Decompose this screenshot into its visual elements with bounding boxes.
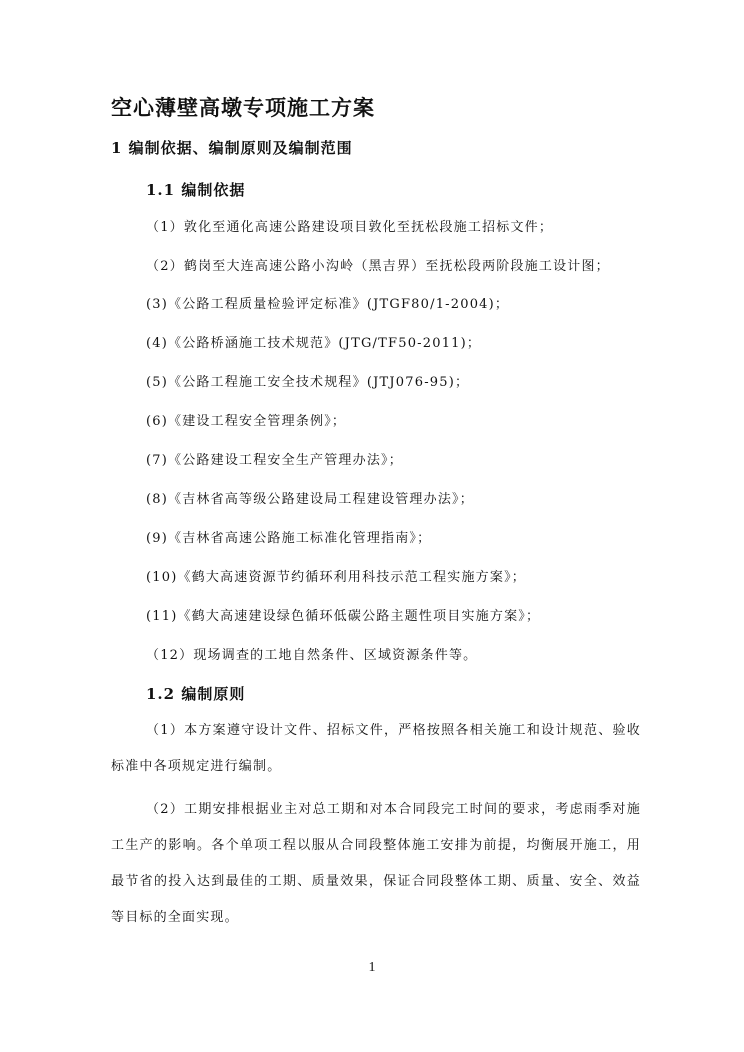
basis-item-3: (3)《公路工程质量检验评定标准》(JTGF80/1-2004)； [146,297,510,312]
basis-item-10: (10)《鹤大高速资源节约循环利用科技示范工程实施方案》； [146,570,526,585]
basis-item-9: (9)《吉林省高速公路施工标准化管理指南》； [146,531,432,546]
basis-item-1: （1）敦化至通化高速公路建设项目敦化至抚松段施工招标文件； [146,220,554,235]
document-title: 空心薄壁高墩专项施工方案 [111,95,375,120]
basis-item-12: （12）现场调查的工地自然条件、区域资源条件等。 [146,648,478,663]
basis-item-5: (5)《公路工程施工安全技术规程》(JTJ076-95)； [146,375,470,390]
principle-paragraph-1: （1）本方案遵守设计文件、招标文件，严格按照各相关施工和设计规范、验收标准中各项规定进行编制。 [111,723,641,774]
page-number: 1 [368,960,376,975]
subsection-1-1-heading: 1.1 编制依据 [146,181,246,199]
section-1-heading: 1 编制依据、编制原则及编制范围 [111,139,353,157]
basis-item-2: （2）鹤岗至大连高速公路小沟岭（黑吉界）至抚松段两阶段施工设计图； [146,259,610,274]
basis-item-4: (4)《公路桥涵施工技术规范》(JTG/TF50-2011)； [146,336,482,351]
basis-item-8: (8)《吉林省高等级公路建设局工程建设管理办法》； [146,492,474,507]
basis-item-7: (7)《公路建设工程安全生产管理办法》； [146,453,403,468]
principle-paragraph-2: （2）工期安排根据业主对总工期和对本合同段完工时间的要求，考虑雨季对施工生产的影响。各个单项工程以服从合同段整体施工安排为前提，均衡展开施工，用最节省的投入达到最佳的工期、质量效果，保证合同段整体工期、质量、安全、效益等目标的全面实现。 [111,802,641,925]
basis-item-6: (6)《建设工程安全管理条例》； [146,414,347,429]
subsection-1-2-heading: 1.2 编制原则 [146,685,246,703]
basis-item-11: (11)《鹤大高速建设绿色循环低碳公路主题性项目实施方案》； [146,609,541,624]
